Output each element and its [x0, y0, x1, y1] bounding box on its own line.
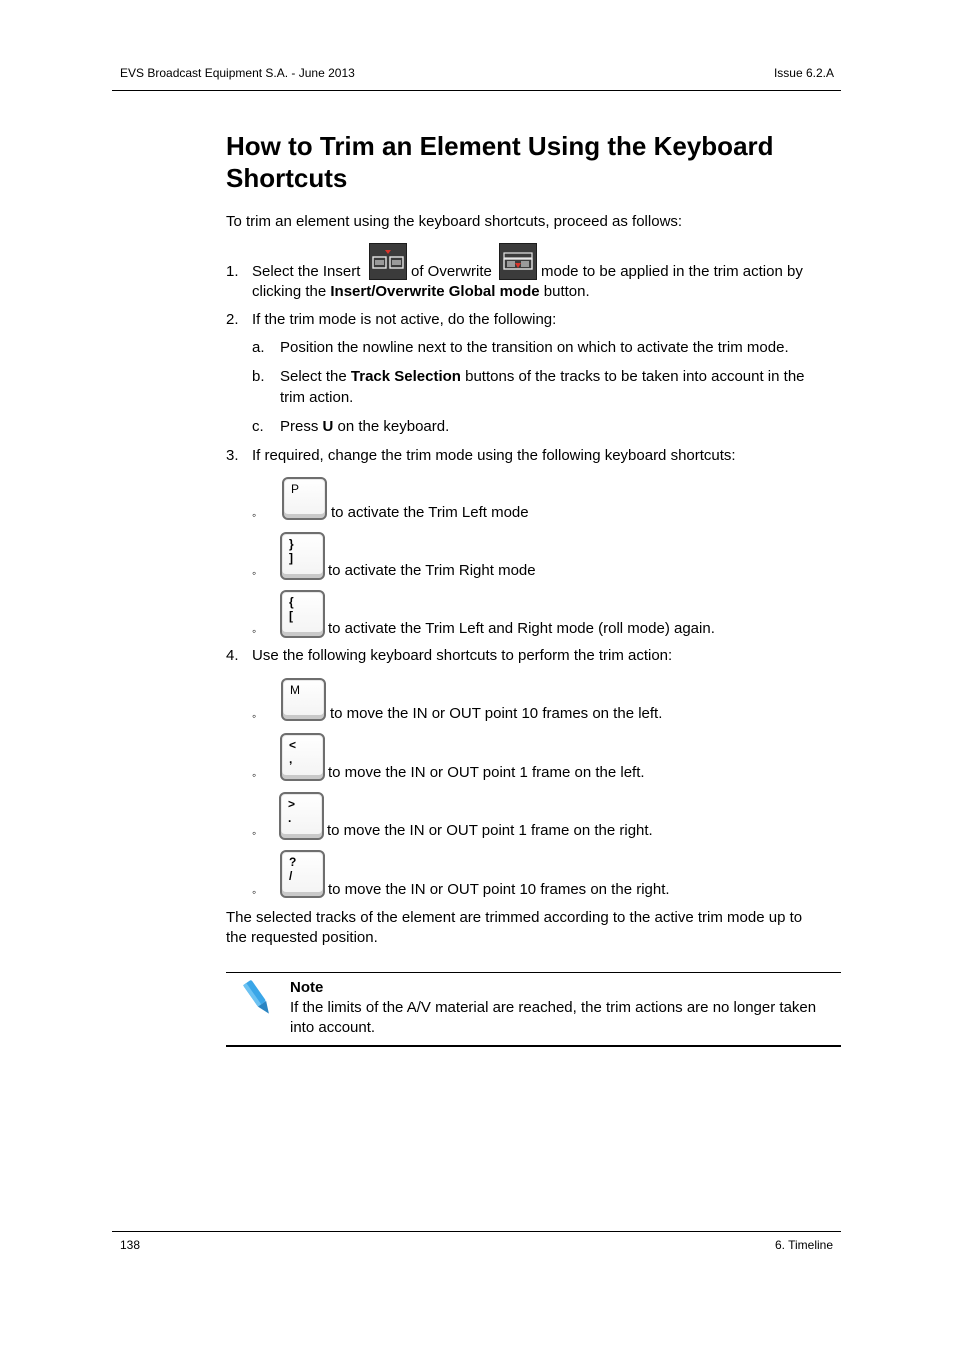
- move-10-right-text: to move the IN or OUT point 10 frames on the right.: [328, 881, 670, 898]
- question-mark-key-icon: ? /: [280, 850, 325, 898]
- header-divider: [112, 90, 841, 91]
- insert-mode-icon: [369, 243, 407, 280]
- substep-c-text: Press U on the keyboard.: [280, 418, 450, 435]
- note-title: Note: [290, 979, 324, 996]
- insert-overwrite-global-mode-label: Insert/Overwrite Global mode: [330, 283, 540, 300]
- pencil-icon: [240, 977, 276, 1019]
- note-top-divider: [226, 972, 841, 973]
- step-1-text-a: Select the Insert: [252, 263, 361, 280]
- bullet-marker: ◦: [252, 508, 257, 522]
- move-10-left-text: to move the IN or OUT point 10 frames on the left.: [330, 705, 663, 722]
- chapter-name: 6. Timeline: [774, 1238, 833, 1252]
- move-1-right-text: to move the IN or OUT point 1 frame on the right.: [327, 822, 653, 839]
- m-key-icon: M: [281, 678, 326, 721]
- page-header-right: Issue 6.2.A: [773, 66, 834, 80]
- conclusion-line-1: The selected tracks of the element are trimmed according to the active trim mode up to: [226, 909, 803, 926]
- bullet-marker: ◦: [252, 566, 257, 580]
- substep-c-letter: c.: [252, 418, 264, 435]
- bullet-marker: ◦: [252, 885, 257, 899]
- bullet-marker: ◦: [252, 624, 257, 638]
- step-1-text-c: mode to be applied in the trim action by: [541, 263, 803, 280]
- title-line-2: Shortcuts: [226, 163, 348, 193]
- p-key-icon: P: [282, 477, 327, 520]
- right-brace-key-icon: } ]: [280, 532, 325, 580]
- step-2-text: If the trim mode is not active, do the following:: [252, 311, 557, 328]
- step-4-number: 4.: [226, 647, 239, 664]
- step-4-text: Use the following keyboard shortcuts to perform the trim action:: [252, 647, 673, 664]
- note-bottom-divider: [226, 1045, 841, 1047]
- bullet-marker: ◦: [252, 826, 257, 840]
- note-line-1: If the limits of the A/V material are reached, the trim actions are no longer taken: [290, 999, 817, 1016]
- u-key-label: U: [322, 418, 334, 435]
- track-selection-label: Track Selection: [350, 368, 461, 385]
- substep-a-letter: a.: [252, 339, 265, 356]
- step-1-number: 1.: [226, 263, 239, 280]
- step-2-number: 2.: [226, 311, 239, 328]
- left-brace-key-icon: { [: [280, 590, 325, 638]
- note-line-2: into account.: [290, 1019, 376, 1036]
- bullet-marker: ◦: [252, 709, 257, 723]
- substep-a-text: Position the nowline next to the transition on which to activate the trim mode.: [280, 339, 789, 356]
- trim-right-text: to activate the Trim Right mode: [328, 562, 536, 579]
- substep-b-letter: b.: [252, 368, 265, 385]
- substep-b-text: Select the Track Selection buttons of the tracks to be taken into account in the: [280, 368, 805, 385]
- page-header-left: EVS Broadcast Equipment S.A. - June 2013: [120, 66, 355, 80]
- title-line-1: How to Trim an Element Using the Keyboard: [226, 131, 774, 161]
- greater-than-key-icon: > .: [279, 792, 324, 840]
- trim-left-text: to activate the Trim Left mode: [331, 504, 529, 521]
- step-3-text: If required, change the trim mode using the following keyboard shortcuts:: [252, 447, 736, 464]
- move-1-left-text: to move the IN or OUT point 1 frame on the left.: [328, 764, 645, 781]
- step-3-number: 3.: [226, 447, 239, 464]
- roll-mode-text: to activate the Trim Left and Right mode (roll mode) again.: [328, 620, 715, 637]
- page-number: 138: [120, 1238, 141, 1252]
- step-1-line-2: clicking the Insert/Overwrite Global mode button.: [252, 283, 590, 300]
- overwrite-mode-icon: [499, 243, 537, 280]
- footer-divider: [112, 1231, 841, 1232]
- step-1-text-b: of Overwrite: [411, 263, 492, 280]
- page-title: [226, 130, 826, 194]
- bullet-marker: ◦: [252, 768, 257, 782]
- less-than-key-icon: < ,: [280, 733, 325, 781]
- conclusion-line-2: the requested position.: [226, 929, 378, 946]
- intro-text: To trim an element using the keyboard shortcuts, proceed as follows:: [226, 213, 683, 230]
- substep-b-line-2: trim action.: [280, 389, 354, 406]
